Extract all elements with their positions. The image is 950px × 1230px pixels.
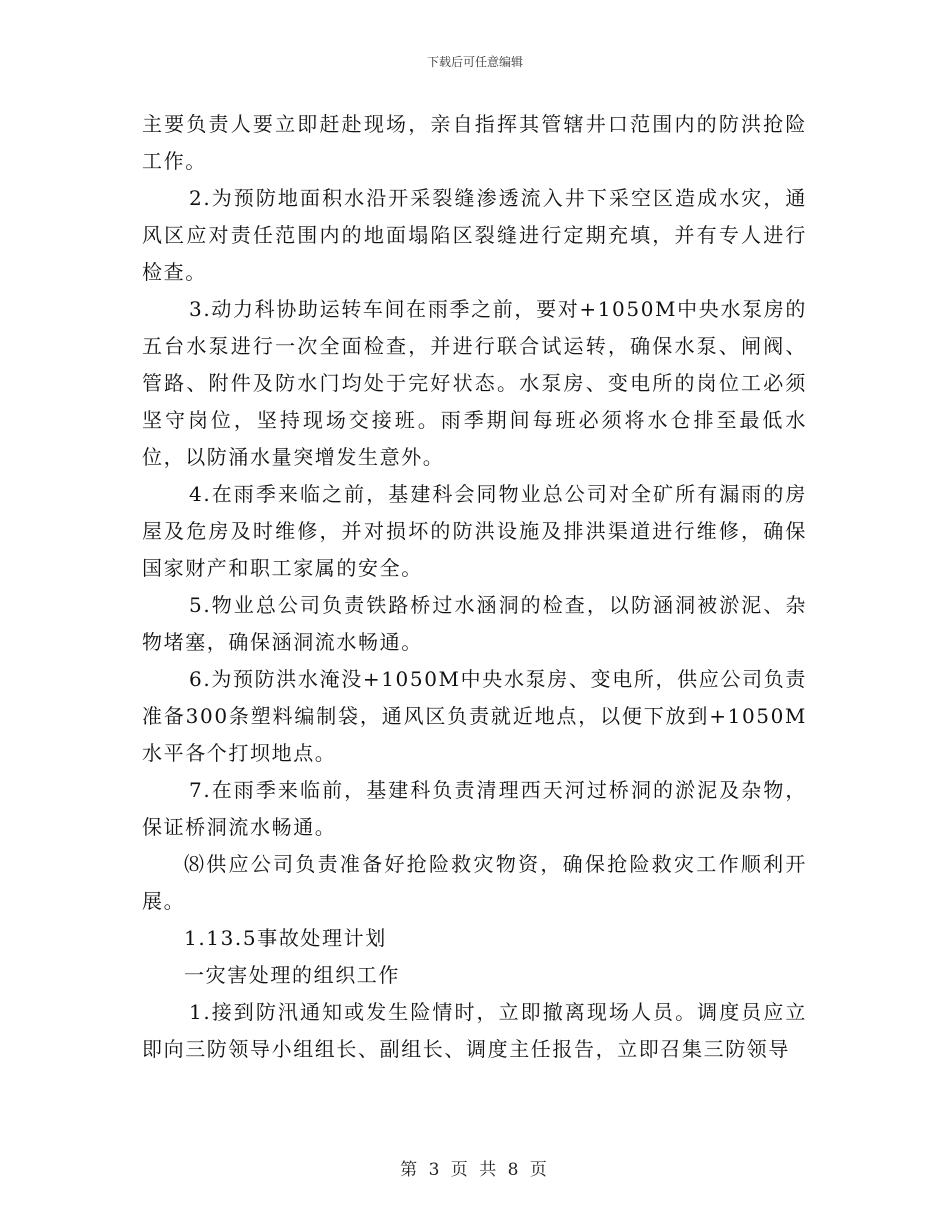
header-note: 下载后可任意编辑 (426, 55, 523, 69)
page-footer: 第 3 页 共 8 页 (400, 1160, 550, 1180)
paragraph-item-3: 3.动力科协助运转车间在雨季之前，要对+1050M中央水泵房的五台水泵进行一次全面检查，并进行联合试运转，确保水泵、闸阀、管路、附件及防水门均处于完好状态。水泵房、变电所的岗位工必须坚守岗位，坚持现场交接班。雨季期间每班必须将水仓排至最低水位，以防涌水量突增发生意外。 (142, 297, 807, 469)
paragraph-item-8: ⑻供应公司负责准备好抢险救灾物资，确保抢险救灾工作顺利开展。 (142, 852, 807, 913)
paragraph-continuation: 主要负责人要立即赶赴现场，亲自指挥其管辖井口范围内的防洪抢险工作。 (142, 112, 807, 173)
paragraph-item-2: 2.为预防地面积水沿开采裂缝渗透流入井下采空区造成水灾，通风区应对责任范围内的地面塌陷区裂缝进行定期充填，并有专人进行检查。 (142, 186, 807, 284)
paragraph-item-7: 7.在雨季来临前，基建科负责清理西天河过桥洞的淤泥及杂物，保证桥洞流水畅通。 (142, 778, 807, 839)
section-heading: 1.13.5事故处理计划 (184, 926, 387, 950)
paragraph-item-4: 4.在雨季来临之前，基建科会同物业总公司对全矿所有漏雨的房屋及危房及时维修，并对损坏的防洪设施及排洪渠道进行维修，确保国家财产和职工家属的安全。 (142, 482, 807, 580)
paragraph-item-5: 5.物业总公司负责铁路桥过水涵洞的检查，以防涵洞被淤泥、杂物堵塞，确保涵洞流水畅通。 (142, 593, 807, 654)
paragraph-item-6: 6.为预防洪水淹没+1050M中央水泵房、变电所，供应公司负责准备300条塑料编制袋，通风区负责就近地点，以便下放到+1050M水平各个打坝地点。 (142, 667, 807, 765)
document-body (142, 106, 807, 1068)
paragraph-item-1: 1.接到防汛通知或发生险情时，立即撤离现场人员。调度员应立即向三防领导小组组长、副组长、调度主任报告，立即召集三防领导 (142, 1000, 807, 1061)
subsection-heading: 一灾害处理的组织工作 (184, 963, 400, 987)
